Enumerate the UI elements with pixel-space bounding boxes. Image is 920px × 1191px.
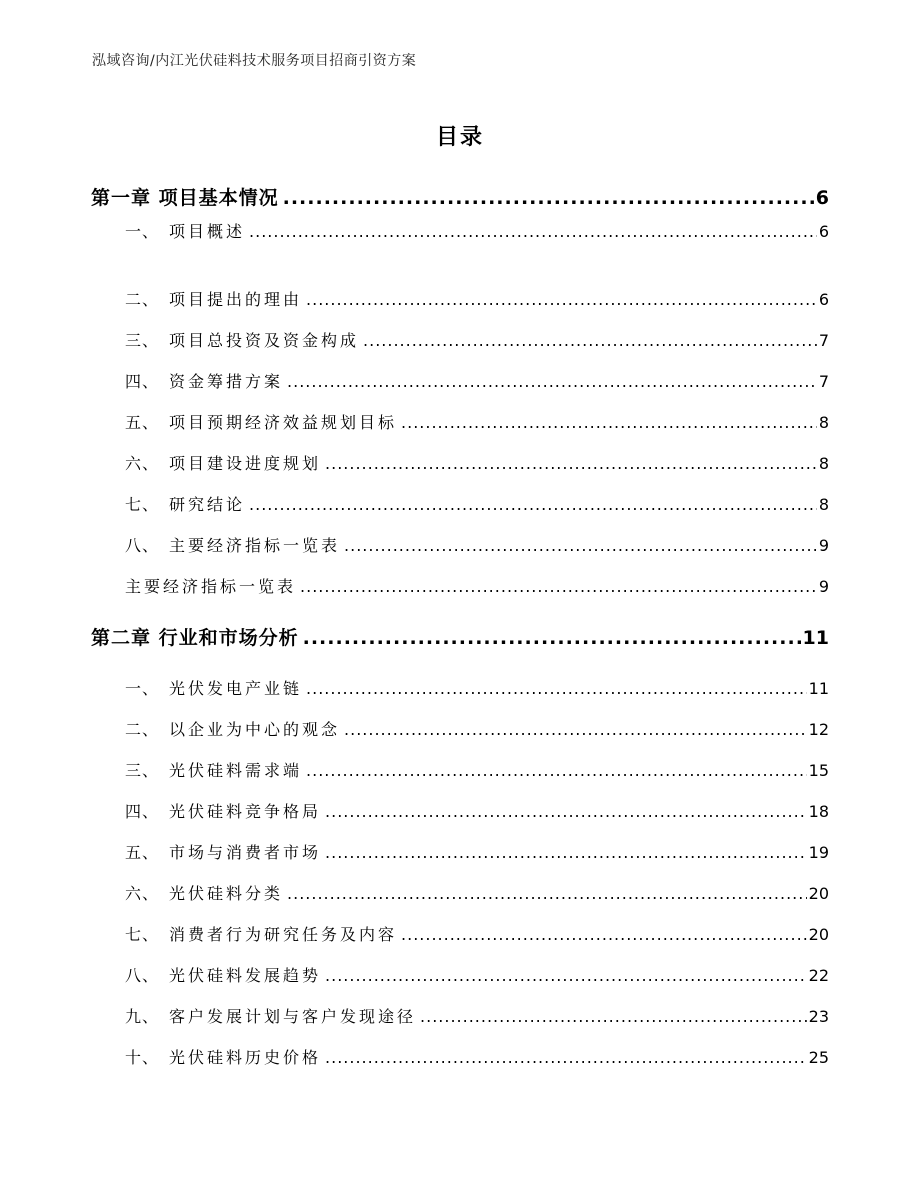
dot-leader xyxy=(287,372,817,391)
toc-entry[interactable] xyxy=(125,451,829,474)
dot-leader xyxy=(306,290,817,309)
toc-entry-title: 以企业为中心的观念 xyxy=(169,720,341,739)
toc-entry-number: 三、 xyxy=(125,331,160,350)
toc-entry-page: 15 xyxy=(808,761,829,780)
toc-entry-title: 项目总投资及资金构成 xyxy=(169,331,360,350)
toc-entry-page: 8 xyxy=(818,495,829,514)
toc-entry[interactable] xyxy=(125,840,829,863)
toc-entry[interactable] xyxy=(125,533,829,556)
dot-leader xyxy=(325,1048,807,1067)
toc-entry-title: 光伏硅料竞争格局 xyxy=(169,802,322,821)
toc-entry-title: 客户发展计划与客户发现途径 xyxy=(169,1007,417,1026)
toc-entry-page: 7 xyxy=(818,372,829,391)
toc-entry-number: 二、 xyxy=(125,290,160,309)
toc-entry-page: 12 xyxy=(808,720,829,739)
toc-entry-title: 第一章 项目基本情况 xyxy=(91,187,279,209)
toc-entry-title: 资金筹措方案 xyxy=(169,372,284,391)
toc-entry-number: 四、 xyxy=(125,802,160,821)
toc-entry-page: 20 xyxy=(808,884,829,903)
toc-entry[interactable] xyxy=(125,758,829,781)
toc-entry[interactable] xyxy=(125,219,829,242)
toc-entry-title: 消费者行为研究任务及内容 xyxy=(169,925,398,944)
toc-entry-page: 11 xyxy=(808,679,829,698)
toc-entry[interactable] xyxy=(125,717,829,740)
toc-entry[interactable] xyxy=(125,881,829,904)
toc-entry[interactable] xyxy=(125,676,829,699)
toc-entry-page: 6 xyxy=(818,222,829,241)
dot-leader xyxy=(306,679,807,698)
toc-entry-number: 三、 xyxy=(125,761,160,780)
toc-entry-number: 八、 xyxy=(125,966,160,985)
toc-entry-page: 7 xyxy=(818,331,829,350)
dot-leader xyxy=(283,187,814,209)
toc-entry-page: 19 xyxy=(808,843,829,862)
toc-entry[interactable] xyxy=(125,1045,829,1068)
toc-entry-title: 项目建设进度规划 xyxy=(169,454,322,473)
toc-entry-number: 七、 xyxy=(125,925,160,944)
toc-entry-page: 8 xyxy=(818,413,829,432)
toc-entry[interactable] xyxy=(125,1004,829,1027)
dot-leader xyxy=(303,627,801,649)
toc-entry-page: 9 xyxy=(818,577,829,596)
toc-entry-number: 七、 xyxy=(125,495,160,514)
toc-entry-number: 九、 xyxy=(125,1007,160,1026)
dot-leader xyxy=(249,222,817,241)
toc-title: 目录 xyxy=(435,125,484,150)
toc-entry[interactable] xyxy=(125,410,829,433)
toc-entry[interactable] xyxy=(125,492,829,515)
toc-entry[interactable] xyxy=(125,922,829,945)
page-header: 泓域咨询/内江光伏硅料技术服务项目招商引资方案 xyxy=(92,53,417,69)
toc-entry[interactable] xyxy=(125,799,829,822)
toc-entry-title: 光伏硅料发展趋势 xyxy=(169,966,322,985)
toc-entry-chapter-2[interactable] xyxy=(91,623,829,650)
toc-entry-page: 11 xyxy=(802,627,829,649)
dot-leader xyxy=(401,413,817,432)
toc-entry-number: 一、 xyxy=(125,679,160,698)
toc-entry-page: 6 xyxy=(815,187,829,209)
toc-entry[interactable] xyxy=(125,287,829,310)
toc-entry-page: 18 xyxy=(808,802,829,821)
toc-entry-number: 六、 xyxy=(125,454,160,473)
dot-leader xyxy=(325,966,807,985)
toc-entry-page: 22 xyxy=(808,966,829,985)
dot-leader xyxy=(325,802,807,821)
dot-leader xyxy=(325,843,807,862)
toc-entry[interactable] xyxy=(125,328,829,351)
dot-leader xyxy=(344,536,817,555)
toc-entry-page: 23 xyxy=(808,1007,829,1026)
toc-entry-title: 光伏硅料分类 xyxy=(169,884,284,903)
toc-entry[interactable] xyxy=(125,369,829,392)
toc-entry-number: 一、 xyxy=(125,222,160,241)
toc-entry-number: 八、 xyxy=(125,536,160,555)
dot-leader xyxy=(363,331,817,350)
toc-entry-title: 项目提出的理由 xyxy=(169,290,303,309)
dot-leader xyxy=(300,577,817,596)
toc-entry-title: 光伏硅料需求端 xyxy=(169,761,303,780)
dot-leader xyxy=(401,925,807,944)
toc-entry-title: 主要经济指标一览表 xyxy=(169,536,341,555)
toc-entry[interactable] xyxy=(125,574,829,597)
toc-entry-title: 项目预期经济效益规划目标 xyxy=(169,413,398,432)
toc-entry-title: 第二章 行业和市场分析 xyxy=(91,627,299,649)
toc-entry-title: 项目概述 xyxy=(169,222,246,241)
dot-leader xyxy=(306,761,807,780)
toc-entry-page: 25 xyxy=(808,1048,829,1067)
toc-entry-page: 9 xyxy=(818,536,829,555)
toc-entry[interactable] xyxy=(125,963,829,986)
toc-entry-chapter-1[interactable] xyxy=(91,183,829,210)
toc-entry-number: 六、 xyxy=(125,884,160,903)
toc-entry-number: 十、 xyxy=(125,1048,160,1067)
toc-entry-title: 研究结论 xyxy=(169,495,246,514)
dot-leader xyxy=(287,884,807,903)
toc-entry-number: 二、 xyxy=(125,720,160,739)
toc-entry-page: 6 xyxy=(818,290,829,309)
dot-leader xyxy=(249,495,817,514)
toc-entry-title: 光伏发电产业链 xyxy=(169,679,303,698)
dot-leader xyxy=(420,1007,807,1026)
dot-leader xyxy=(344,720,807,739)
toc-entry-page: 20 xyxy=(808,925,829,944)
toc-entry-title: 市场与消费者市场 xyxy=(169,843,322,862)
toc-entry-number: 五、 xyxy=(125,843,160,862)
toc-entry-page: 8 xyxy=(818,454,829,473)
toc-entry-title: 光伏硅料历史价格 xyxy=(169,1048,322,1067)
toc-entry-number: 五、 xyxy=(125,413,160,432)
toc-entry-number: 四、 xyxy=(125,372,160,391)
dot-leader xyxy=(325,454,817,473)
toc-entry-title: 主要经济指标一览表 xyxy=(125,577,297,596)
